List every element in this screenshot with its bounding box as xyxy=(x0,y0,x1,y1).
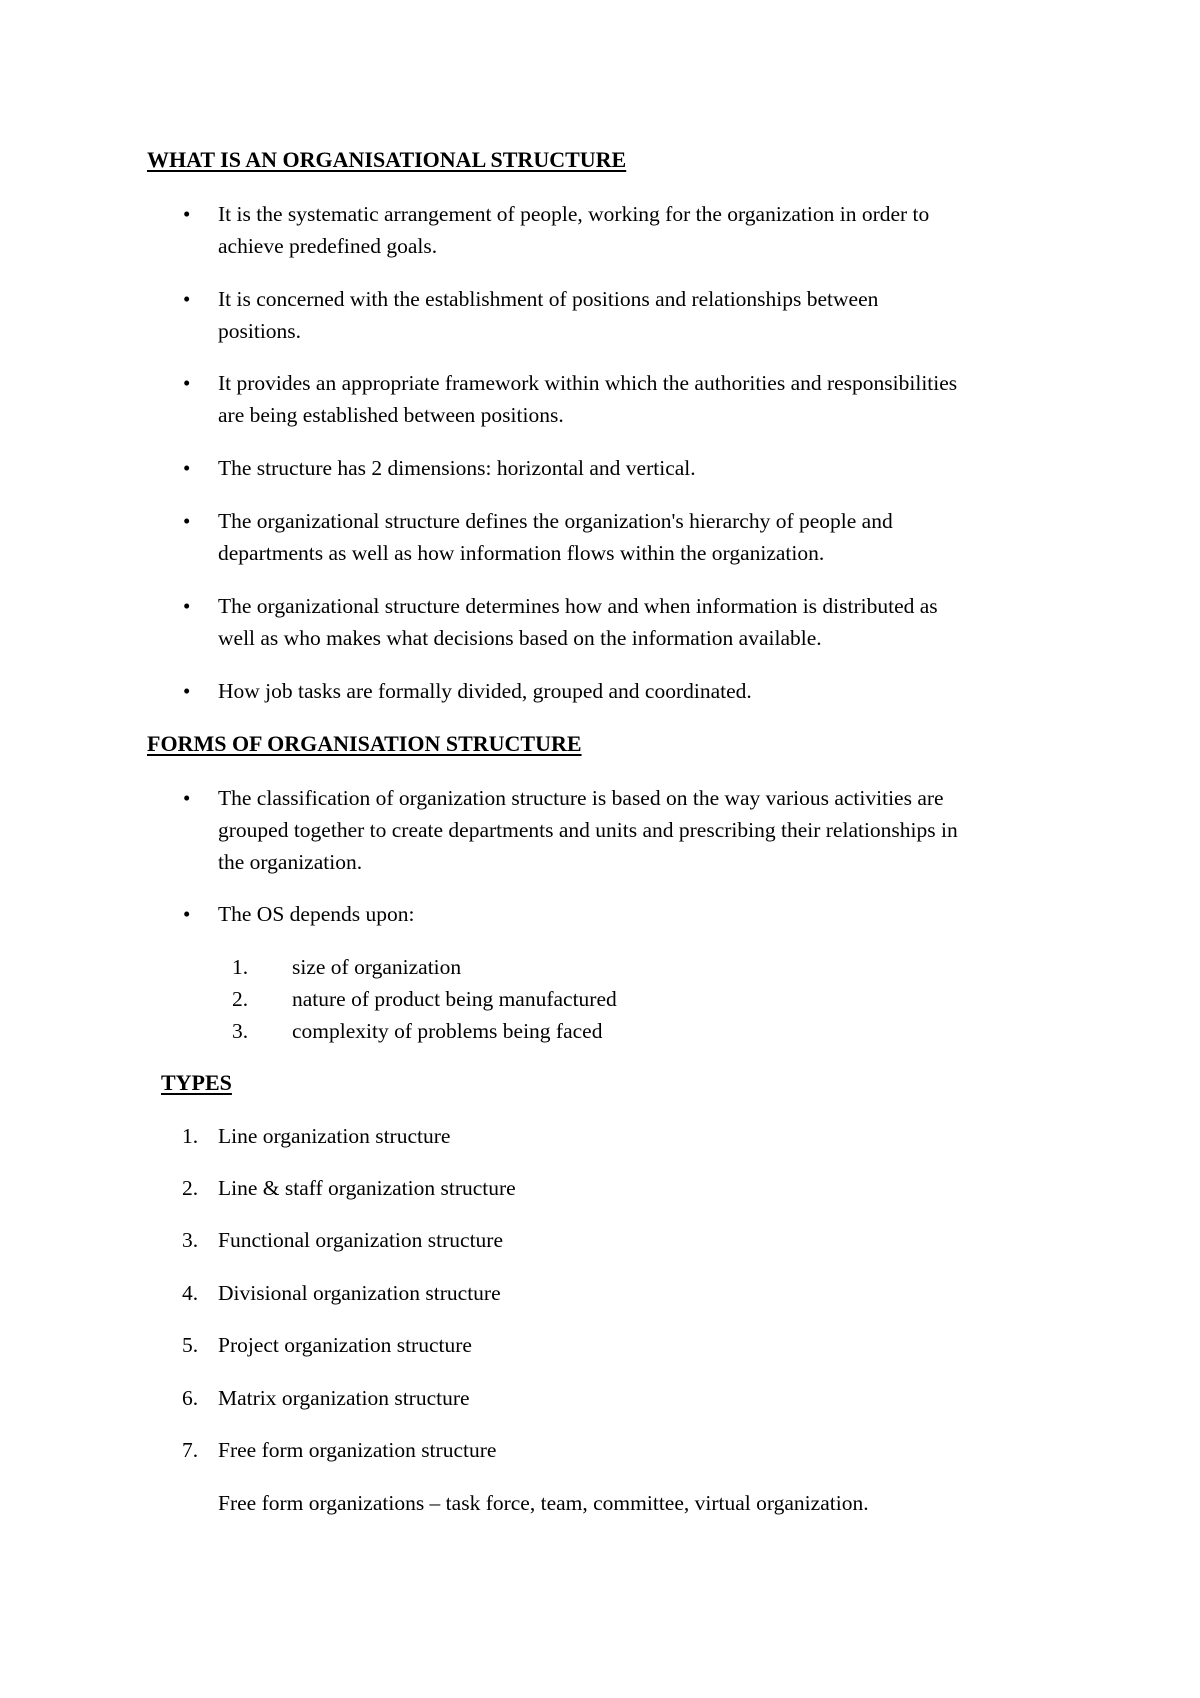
bullet-marker: • xyxy=(183,509,191,533)
bullet-text-6: The organizational structure determines how and when information is distributed as well as who makes what decisions based on the information available. xyxy=(218,594,938,650)
free-form-note: Free form organizations – task force, team, committee, virtual organization. xyxy=(218,1491,869,1515)
heading-forms-of-os: FORMS OF ORGANISATION STRUCTURE xyxy=(147,731,582,756)
sub-item-number: 2. xyxy=(232,987,249,1011)
sub-item-text: nature of product being manufactured xyxy=(292,987,617,1011)
type-text: Line & staff organization structure xyxy=(218,1176,516,1200)
bullet-marker: • xyxy=(183,456,191,480)
sub-item-text: complexity of problems being faced xyxy=(292,1019,603,1043)
type-text: Matrix organization structure xyxy=(218,1386,470,1410)
bullet-text-3: It provides an appropriate framework within which the authorities and responsibilities are being established between positions. xyxy=(218,371,958,427)
type-text: Project organization structure xyxy=(218,1333,472,1357)
type-number: 5. xyxy=(182,1333,199,1357)
bullet-marker: • xyxy=(183,371,191,395)
bullet-marker: • xyxy=(183,679,191,703)
sub-item-number: 1. xyxy=(232,955,249,979)
bullet-text-1: It is the systematic arrangement of people, working for the organization in order to achieve predefined goals. xyxy=(218,202,930,258)
sub-item-text: size of organization xyxy=(292,955,462,979)
type-number: 7. xyxy=(182,1438,199,1462)
heading-types: TYPES xyxy=(161,1070,232,1095)
bullet-marker: • xyxy=(183,902,191,926)
sub-item-number: 3. xyxy=(232,1019,249,1043)
type-number: 2. xyxy=(182,1176,199,1200)
bullet-text-9: The OS depends upon: xyxy=(218,902,415,926)
type-number: 1. xyxy=(182,1124,199,1148)
bullet-text-8: The classification of organization structure is based on the way various activities are grouped together to create departments and units and prescribing their relationships in the organization. xyxy=(218,786,958,874)
type-number: 3. xyxy=(182,1228,199,1252)
bullet-marker: • xyxy=(183,202,191,226)
type-text: Divisional organization structure xyxy=(218,1281,501,1305)
bullet-text-4: The structure has 2 dimensions: horizontal and vertical. xyxy=(218,456,696,480)
bullet-marker: • xyxy=(183,594,191,618)
bullet-text-5: The organizational structure defines the organization's hierarchy of people and departments as well as how information flows within the organization. xyxy=(218,509,893,565)
bullet-text-2: It is concerned with the establishment of positions and relationships between positions. xyxy=(218,287,879,343)
type-number: 4. xyxy=(182,1281,199,1305)
heading-what-is-os: WHAT IS AN ORGANISATIONAL STRUCTURE xyxy=(147,147,627,172)
bullet-marker: • xyxy=(183,786,191,810)
type-text: Functional organization structure xyxy=(218,1228,504,1252)
bullet-marker: • xyxy=(183,287,191,311)
bullet-text-7: How job tasks are formally divided, grouped and coordinated. xyxy=(218,679,752,703)
type-number: 6. xyxy=(182,1386,199,1410)
type-text: Free form organization structure xyxy=(218,1438,497,1462)
type-text: Line organization structure xyxy=(218,1124,451,1148)
